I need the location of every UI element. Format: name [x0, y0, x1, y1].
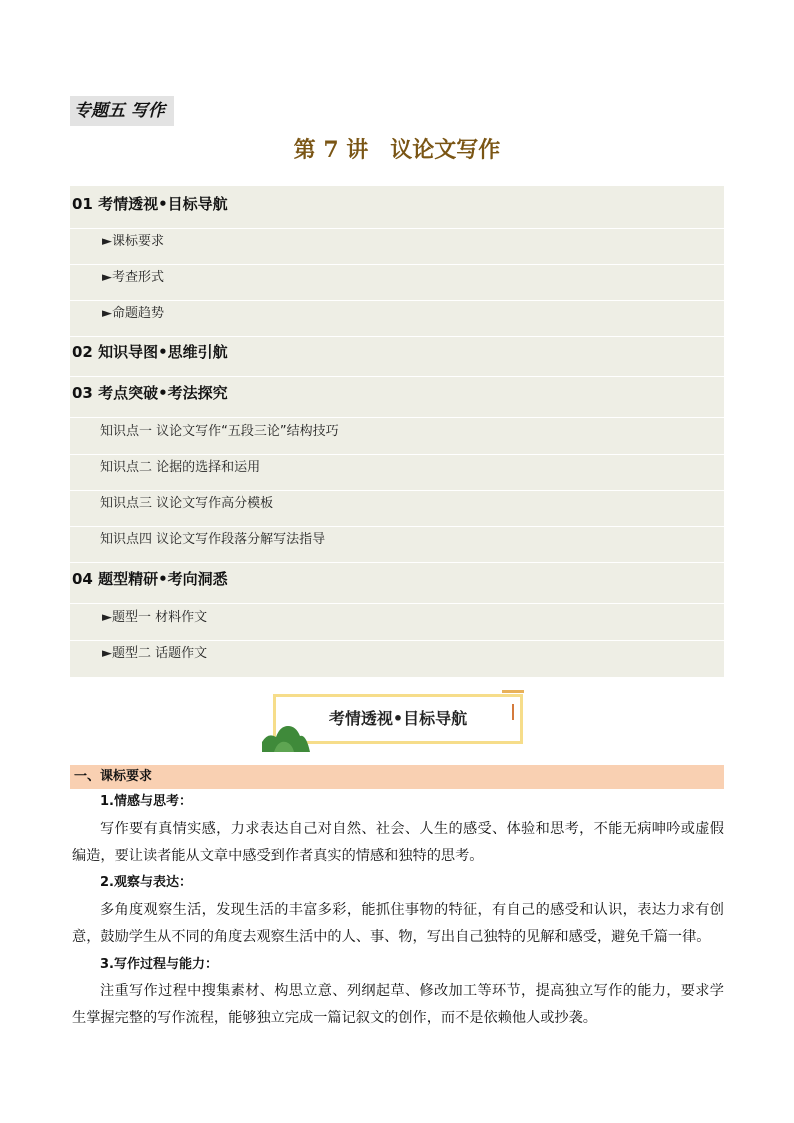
- toc-section-heading: 04 题型精研•考向洞悉: [72, 570, 228, 588]
- toc-item: ►题型一 材料作文: [102, 610, 208, 625]
- toc-knowledge-point: 知识点四 议论文写作段落分解写法指导: [100, 532, 326, 547]
- toc-section-heading: 02 知识导图•思维引航: [72, 343, 228, 361]
- subsection-text: 多角度观察生活，发现生活的丰富多彩，能抓住事物的特征，有自己的感受和认识，表达力求有创意，鼓励学生从不同的角度去观察生活中的人、事、物，写出自己独特的见解和感受，避免千篇一律。: [72, 902, 724, 945]
- lesson-title: 第 7 讲 议论文写作: [293, 137, 501, 163]
- banner-title: 考情透视•目标导航: [328, 709, 468, 728]
- section-title: 一、课标要求: [70, 765, 724, 789]
- subsection-text: 注重写作过程中搜集素材、构思立意、列纲起草、修改加工等环节，提高独立写作的能力，要求学生掌握完整的写作流程，能够独立完成一篇记叙文的创作，而不是依赖他人或抄袭。: [72, 983, 724, 1026]
- subsection-text: 写作要有真情实感，力求表达自己对自然、社会、人生的感受、体验和思考，不能无病呻吟或虚假编造，要让读者能从文章中感受到作者真实的情感和独特的思考。: [72, 821, 724, 864]
- subsection-label: 3.写作过程与能力：: [100, 957, 218, 972]
- section-banner: [262, 688, 532, 752]
- table-of-contents: [70, 186, 724, 677]
- toc-section-heading: 03 考点突破•考法探究: [72, 384, 228, 402]
- subsection-label: 1.情感与思考：: [100, 794, 192, 809]
- subsection-label: 2.观察与表达：: [100, 875, 192, 890]
- toc-item: ►命题趋势: [102, 306, 164, 321]
- toc-section-heading: 01 考情透视•目标导航: [72, 195, 228, 213]
- green-hills-icon: [262, 718, 312, 752]
- toc-knowledge-point: 知识点一 议论文写作“五段三论”结构技巧: [100, 424, 339, 439]
- toc-item: ►课标要求: [102, 234, 164, 249]
- banner-accent-bar: [502, 690, 524, 693]
- toc-item: ►题型二 话题作文: [102, 646, 208, 661]
- toc-knowledge-point: 知识点三 议论文写作高分模板: [100, 496, 274, 511]
- topic-tag: 专题五 写作: [70, 96, 174, 126]
- toc-item: ►考查形式: [102, 270, 164, 285]
- toc-knowledge-point: 知识点二 论据的选择和运用: [100, 460, 261, 475]
